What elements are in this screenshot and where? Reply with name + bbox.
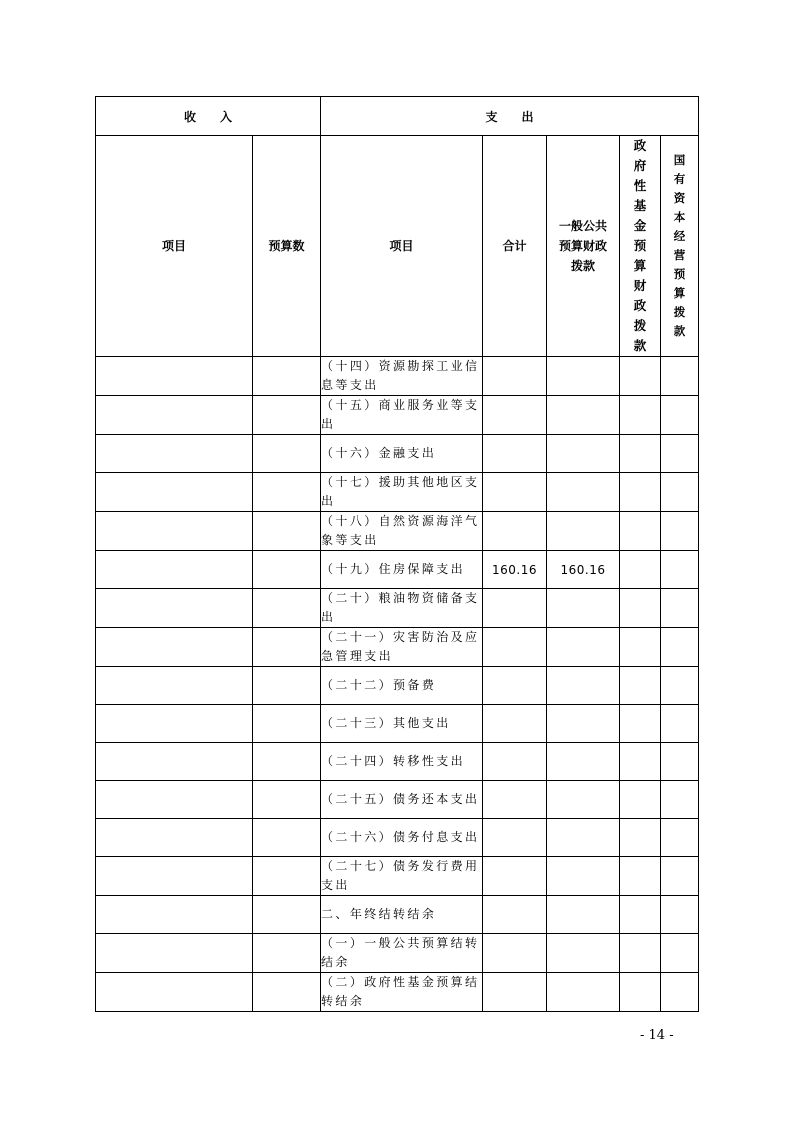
column-header-row [96, 136, 699, 357]
total-cell [483, 819, 547, 857]
page-number: - 14 - [640, 1028, 674, 1043]
general-budget-cell [547, 934, 620, 973]
total-cell [483, 934, 547, 973]
budget-amount-cell [253, 512, 321, 551]
total-cell [483, 781, 547, 819]
table-row [96, 857, 699, 896]
gov-fund-budget-cell [620, 781, 661, 819]
income-item-header: 项目 [96, 136, 253, 357]
income-item-cell [96, 551, 253, 589]
general-budget-cell [547, 781, 620, 819]
budget-amount-cell [253, 934, 321, 973]
state-capital-budget-cell [661, 781, 699, 819]
total-cell [483, 705, 547, 743]
gov-fund-budget-cell [620, 705, 661, 743]
income-item-cell [96, 628, 253, 667]
income-item-cell [96, 743, 253, 781]
budget-amount-cell [253, 781, 321, 819]
expense-item-cell: （二十三）其他支出 [321, 705, 483, 743]
income-item-cell [96, 473, 253, 512]
income-item-cell [96, 589, 253, 628]
total-cell [483, 435, 547, 473]
expense-item-cell: （十六）金融支出 [321, 435, 483, 473]
expense-item-cell: （十七）援助其他地区支出 [321, 473, 483, 512]
state-capital-budget-cell [661, 819, 699, 857]
gov-fund-budget-cell [620, 819, 661, 857]
budget-amount-cell [253, 551, 321, 589]
state-capital-budget-header [661, 136, 699, 357]
state-capital-budget-cell [661, 512, 699, 551]
gov-fund-budget-cell [620, 896, 661, 934]
expense-item-cell: （二十）粮油物资储备支出 [321, 589, 483, 628]
state-capital-budget-cell [661, 357, 699, 396]
table-row [96, 589, 699, 628]
table-row [96, 628, 699, 667]
table-row [96, 551, 699, 589]
state-capital-budget-cell [661, 667, 699, 705]
budget-amount-cell [253, 973, 321, 1012]
table-row [96, 819, 699, 857]
state-capital-budget-cell [661, 396, 699, 435]
state-capital-budget-cell [661, 705, 699, 743]
general-budget-header-text: 一般公共预算财政拨款 [559, 219, 608, 273]
budget-amount-cell [253, 705, 321, 743]
income-item-cell [96, 357, 253, 396]
budget-amount-cell [253, 357, 321, 396]
state-capital-budget-cell [661, 589, 699, 628]
state-capital-budget-cell [661, 896, 699, 934]
budget-amount-cell [253, 628, 321, 667]
total-cell [483, 743, 547, 781]
expense-item-cell: （十五）商业服务业等支出 [321, 396, 483, 435]
table-row [96, 667, 699, 705]
total-cell: 160.16 [483, 551, 547, 589]
table-row [96, 396, 699, 435]
general-budget-cell: 160.16 [547, 551, 620, 589]
general-budget-cell [547, 473, 620, 512]
income-item-cell [96, 396, 253, 435]
expense-item-cell: （二十四）转移性支出 [321, 743, 483, 781]
income-item-cell [96, 857, 253, 896]
total-cell [483, 896, 547, 934]
income-item-cell [96, 667, 253, 705]
gov-fund-budget-cell [620, 628, 661, 667]
expense-item-cell: （十九）住房保障支出 [321, 551, 483, 589]
income-item-cell [96, 934, 253, 973]
income-item-cell [96, 705, 253, 743]
budget-amount-cell [253, 743, 321, 781]
general-budget-cell [547, 667, 620, 705]
income-item-cell [96, 512, 253, 551]
expense-item-cell: 二、年终结转结余 [321, 896, 483, 934]
state-capital-budget-cell [661, 934, 699, 973]
budget-amount-cell [253, 473, 321, 512]
income-item-cell [96, 819, 253, 857]
table-body [96, 357, 699, 1012]
state-capital-budget-cell [661, 551, 699, 589]
state-capital-budget-cell [661, 973, 699, 1012]
expense-item-cell: （一）一般公共预算结转结余 [321, 934, 483, 973]
table-row [96, 357, 699, 396]
general-budget-cell [547, 512, 620, 551]
gov-fund-budget-cell [620, 357, 661, 396]
gov-fund-budget-cell [620, 667, 661, 705]
table-row [96, 743, 699, 781]
budget-amount-cell [253, 435, 321, 473]
expense-header: 支 出 [321, 97, 699, 136]
gov-fund-budget-cell [620, 396, 661, 435]
general-budget-cell [547, 743, 620, 781]
table-row [96, 473, 699, 512]
general-budget-header [547, 136, 620, 357]
gov-fund-budget-cell [620, 973, 661, 1012]
gov-fund-budget-cell [620, 473, 661, 512]
table-row [96, 934, 699, 973]
income-item-cell [96, 781, 253, 819]
expense-item-cell: （二十一）灾害防治及应急管理支出 [321, 628, 483, 667]
gov-fund-budget-header-text: 政府性基金预算财政拨款 [633, 138, 647, 353]
general-budget-cell [547, 435, 620, 473]
budget-amount-cell [253, 396, 321, 435]
expense-item-header: 项目 [321, 136, 483, 357]
total-cell [483, 473, 547, 512]
gov-fund-budget-cell [620, 743, 661, 781]
general-budget-cell [547, 357, 620, 396]
state-capital-budget-cell [661, 857, 699, 896]
budget-amount-header: 预算数 [253, 136, 321, 357]
general-budget-cell [547, 819, 620, 857]
table-row [96, 896, 699, 934]
income-item-cell [96, 435, 253, 473]
general-budget-cell [547, 396, 620, 435]
total-cell [483, 667, 547, 705]
general-budget-cell [547, 628, 620, 667]
total-cell [483, 973, 547, 1012]
gov-fund-budget-cell [620, 934, 661, 973]
general-budget-cell [547, 896, 620, 934]
income-item-cell [96, 896, 253, 934]
table-row [96, 435, 699, 473]
total-cell [483, 512, 547, 551]
budget-amount-cell [253, 589, 321, 628]
total-header: 合计 [483, 136, 547, 357]
gov-fund-budget-cell [620, 857, 661, 896]
income-item-cell [96, 973, 253, 1012]
budget-amount-cell [253, 896, 321, 934]
expense-item-cell: （十八）自然资源海洋气象等支出 [321, 512, 483, 551]
income-header: 收 入 [96, 97, 321, 136]
expense-item-cell: （二）政府性基金预算结转结余 [321, 973, 483, 1012]
table-row [96, 973, 699, 1012]
general-budget-cell [547, 857, 620, 896]
gov-fund-budget-cell [620, 435, 661, 473]
state-capital-budget-cell [661, 628, 699, 667]
state-capital-budget-cell [661, 435, 699, 473]
expense-item-cell: （二十七）债务发行费用支出 [321, 857, 483, 896]
general-budget-cell [547, 973, 620, 1012]
expense-item-cell: （二十二）预备费 [321, 667, 483, 705]
table-row [96, 512, 699, 551]
budget-amount-cell [253, 857, 321, 896]
state-capital-budget-cell [661, 743, 699, 781]
general-budget-cell [547, 589, 620, 628]
total-cell [483, 357, 547, 396]
budget-amount-cell [253, 819, 321, 857]
expense-item-cell: （二十五）债务还本支出 [321, 781, 483, 819]
total-cell [483, 396, 547, 435]
budget-table [95, 96, 699, 1012]
total-cell [483, 589, 547, 628]
expense-item-cell: （二十六）债务付息支出 [321, 819, 483, 857]
state-capital-budget-cell [661, 473, 699, 512]
section-header-row [96, 97, 699, 136]
total-cell [483, 628, 547, 667]
state-capital-budget-header-text: 国有资本经营预算拨款 [673, 153, 686, 338]
expense-item-cell: （十四）资源勘探工业信息等支出 [321, 357, 483, 396]
table-row [96, 705, 699, 743]
gov-fund-budget-cell [620, 512, 661, 551]
gov-fund-budget-cell [620, 551, 661, 589]
table-row [96, 781, 699, 819]
gov-fund-budget-header [620, 136, 661, 357]
budget-amount-cell [253, 667, 321, 705]
total-cell [483, 857, 547, 896]
general-budget-cell [547, 705, 620, 743]
gov-fund-budget-cell [620, 589, 661, 628]
